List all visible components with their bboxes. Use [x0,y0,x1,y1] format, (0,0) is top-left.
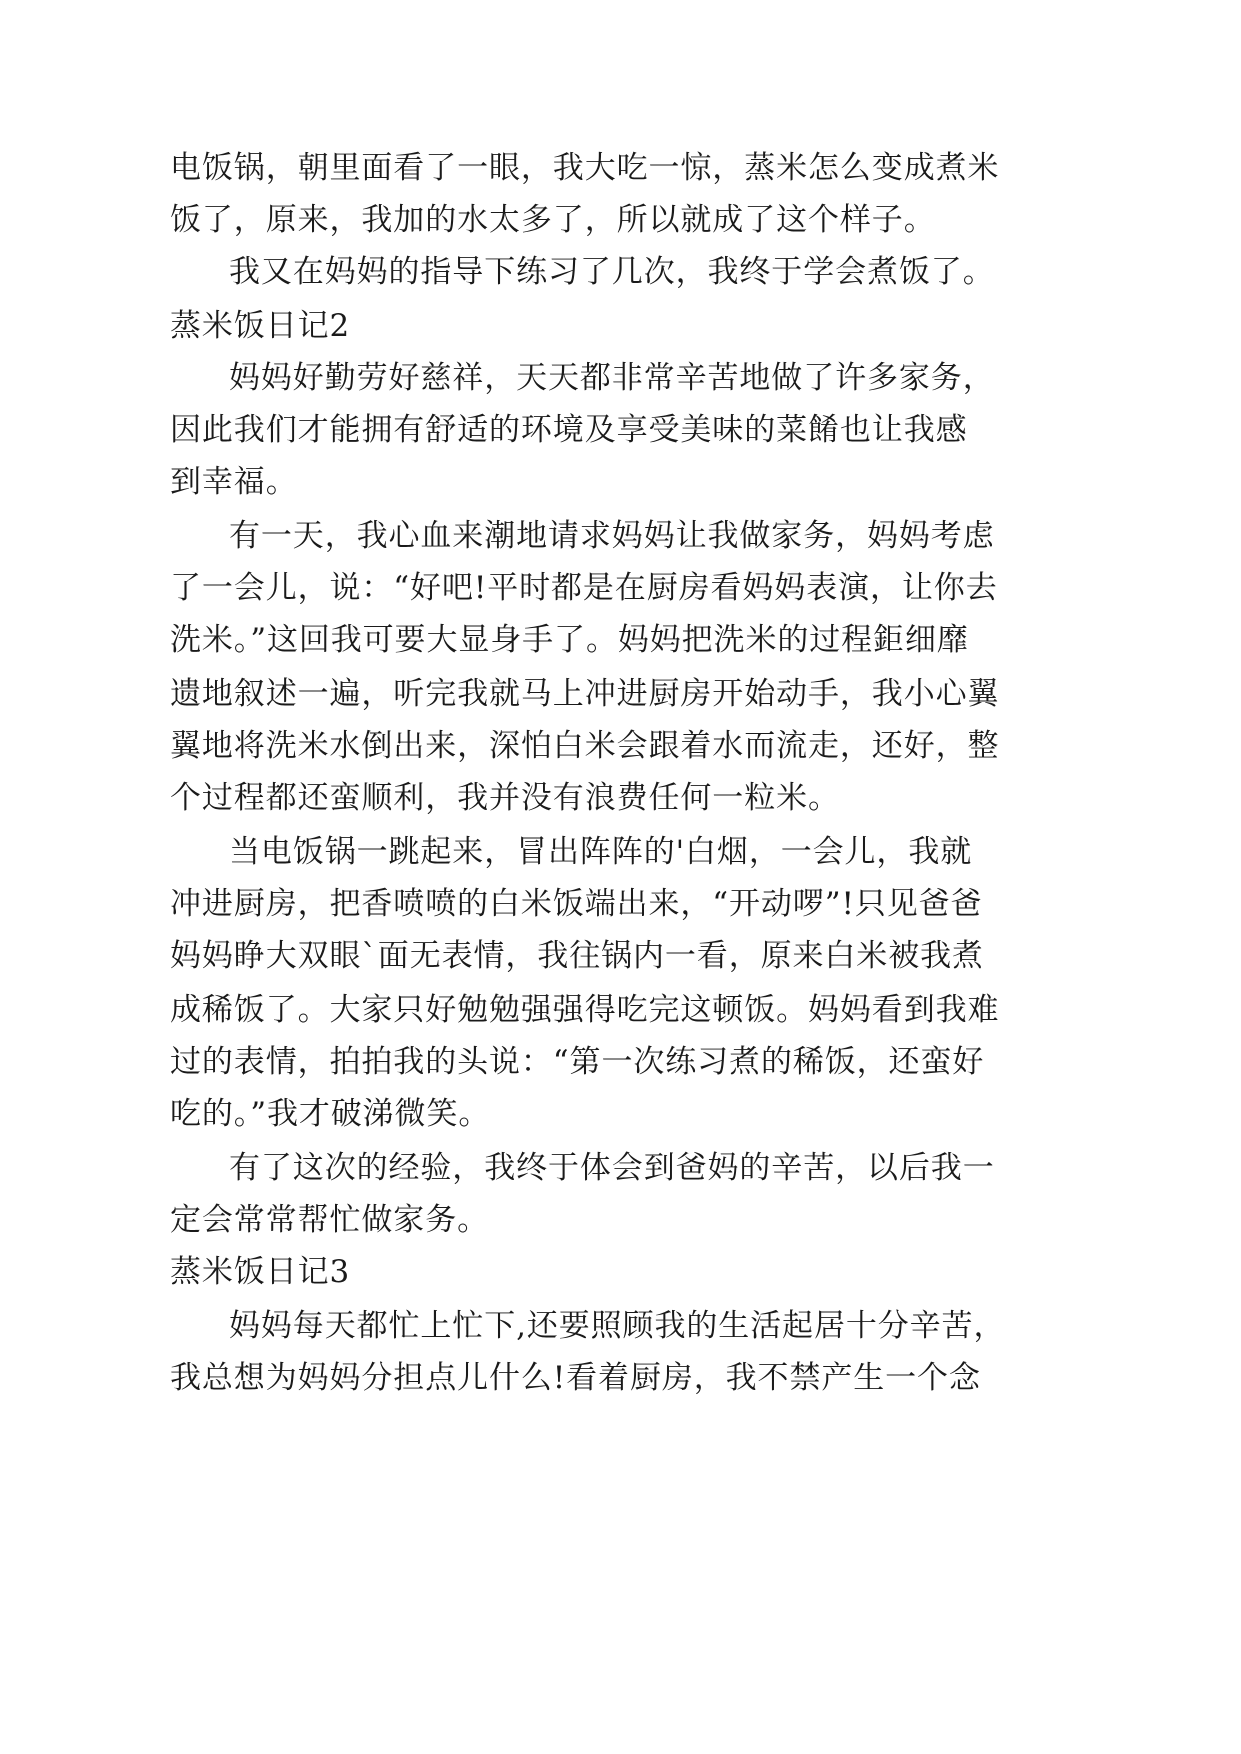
text-line: 冲进厨房，把香喷喷的白米饭端出来，“开动啰”!只见爸爸 [170,886,983,922]
text-line: 电饭锅，朝里面看了一眼，我大吃一惊，蒸米怎么变成煮米 [170,150,1000,186]
text-line: 有了这次的经验，我终于体会到爸妈的辛苦，以后我一 [229,1150,995,1186]
text-line: 有一天，我心血来潮地请求妈妈让我做家务，妈妈考虑 [229,518,995,554]
section-heading: 蒸米饭日记3 [170,1254,351,1290]
text-line: 到幸福。 [170,464,298,500]
text-line: 洗米。”这回我可要大显身手了。妈妈把洗米的过程鉅细靡 [170,622,969,658]
text-line: 饭了，原来，我加的水太多了，所以就成了这个样子。 [170,202,936,238]
text-line: 妈妈睁大双眼`面无表情，我往锅内一看，原来白米被我煮 [170,938,984,974]
text-line: 当电饭锅一跳起来，冒出阵阵的'白烟，一会儿，我就 [229,834,973,870]
text-line: 定会常常帮忙做家务。 [170,1202,489,1238]
text-line: 妈妈每天都忙上忙下,还要照顾我的生活起居十分辛苦， [229,1308,1006,1344]
text-line: 了一会儿，说：“好吧!平时都是在厨房看妈妈表演，让你去 [170,570,998,606]
text-line: 妈妈好勤劳好慈祥，天天都非常辛苦地做了许多家务， [229,360,995,396]
text-line: 遗地叙述一遍，听完我就马上冲进厨房开始动手，我小心翼 [170,676,1000,712]
text-line: 我总想为妈妈分担点儿什么!看着厨房，我不禁产生一个念 [170,1360,981,1396]
text-line: 我又在妈妈的指导下练习了几次，我终于学会煮饭了。 [229,254,995,290]
text-line: 因此我们才能拥有舒适的环境及享受美味的菜餚也让我感 [170,412,968,448]
text-line: 成稀饭了。大家只好勉勉强强得吃完这顿饭。妈妈看到我难 [170,992,1000,1028]
text-line: 翼地将洗米水倒出来，深怕白米会跟着水而流走，还好，整 [170,728,1000,764]
section-heading: 蒸米饭日记2 [170,308,351,344]
text-line: 吃的。”我才破涕微笑。 [170,1096,491,1132]
text-line: 过的表情，拍拍我的头说：“第一次练习煮的稀饭，还蛮好 [170,1044,985,1080]
text-line: 个过程都还蛮顺利，我并没有浪费任何一粒米。 [170,780,840,816]
